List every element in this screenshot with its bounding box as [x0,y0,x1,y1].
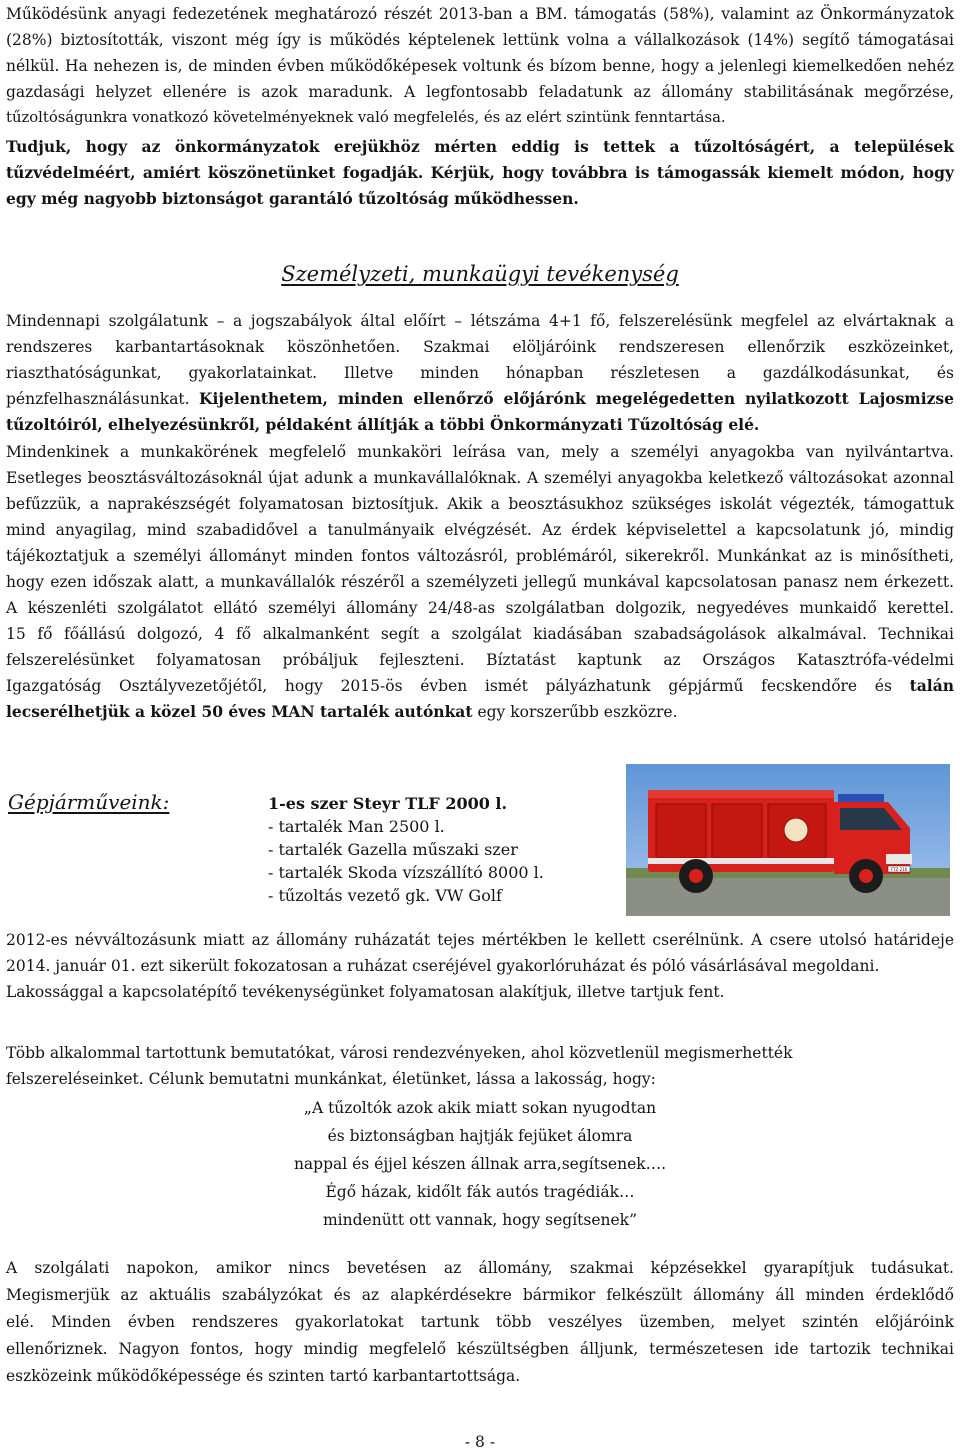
text-line: Tudjuk, hogy az önkormányzatok erejükhöz mérten eddig is tettek a tűzoltóságért, a települések [6,137,954,156]
text-fragment: egy korszerűbb eszközre. [472,703,678,721]
text-line: 2012-es névváltozásunk miatt az állomány ruházatát tejes mértékben le kellett cserélnünk. A csere utolsó határideje [6,931,954,949]
text-line: tűzoltóságunkra vonatkozó követelményeknek való megfelelés, és az elért szintünk fenntartása. [6,109,726,126]
text-line: elé. Minden évben rendszeres gyakorlatokat tartunk több veszélyes üzemben, melyet szintén előjáróink [6,1313,954,1331]
vehicle-item: - tartalék Man 2500 l. [268,817,445,836]
text-line: felszerelésünket folyamatosan próbáljuk fejleszteni. Bíztatást kaptunk az Országos Katasztrófa-védelmi [6,651,954,669]
vehicle-item: - tartalék Gazella műszaki szer [268,840,518,859]
vehicle-item: - tartalék Skoda vízszállító 8000 l. [268,863,544,882]
text-line: gazdasági helyzet ellenére is azok maradunk. A legfontosabb feladatunk az állomány stabilitásának megőrzése, [6,83,954,101]
text-line: hogy ezen időszak alatt, a munkavállalók részéről a személyzeti jellegű munkával kapcsolatosan panasz nem érkezett. [6,573,954,591]
poem-line: mindenütt ott vannak, hogy segítsenek” [322,1211,637,1229]
text-line: 2014. január 01. ezt sikerült fokozatosan a ruházat cseréjével gyakorlóruházat és póló vásárlásával megoldani. [6,957,880,975]
text-line [6,699,954,725]
page-number: - 8 - [464,1433,496,1451]
text-line [6,412,954,438]
text-line: Több alkalommal tartottunk bemutatókat, városi rendezvényeken, ahol közvetlenül megismerhették [6,1044,793,1062]
text-line: ellenőriznek. Nagyon fontos, hogy mindig megfelelő készültségben álljunk, természetesen ide tartozik technikai [6,1340,954,1358]
poem-line: Égő házak, kidőlt fák autós tragédiák… [325,1183,635,1201]
text-line: Lakossággal a kapcsolatépítő tevékenységünket folyamatosan alakítjuk, illetve tartjuk fent. [6,983,725,1001]
vehicles-list [268,792,544,907]
bold-statement: lecserélhetjük a közel 50 éves MAN tartalék autónkat [6,702,473,721]
text-line: Mindenkinek a munkakörének megfelelő munkaköri leírása van, mely a személyi anyagokba van nyilvántartva. [6,443,954,461]
text-line: Esetleges beosztásváltozásoknál újat adunk a munkavállalóknak. A személyi anyagokba keletkező változásokat azonnal [6,469,954,487]
text-line: tájékoztatjuk a személyi állományt minden fontos változásról, problémáról, sikerekről. Munkánkat az is minősítheti, [6,547,954,565]
text-line: A készenléti szolgálatot ellátó személyi állomány 24/48-as szolgálatban dolgozik, negyedéves munkaidő kerettel. [6,599,954,617]
paragraph-staff [6,439,954,725]
fire-truck-photo [626,764,950,916]
paragraph-demonstrations [6,1040,954,1092]
text-line: nélkül. Ha nehezen is, de minden évben működőképesek voltunk és bízom benne, hogy a jelenlegi kiemelkedően nehéz [6,57,954,75]
text-line: Megismerjük az aktuális szabályzókat és az alapkérdésekre bármikor felkészült állomány áll minden érdeklődő [6,1286,954,1304]
text-line: (28%) biztosították, viszont még így is működés képtelenek lettünk volna a vállalkozások (14%) segítő támogatásai [6,31,954,49]
paragraph-thanks [6,134,954,212]
text-line: Mindennapi szolgálatunk – a jogszabályok által előírt – létszáma 4+1 fő, felszerelésünk megfelel az elvártaknak a [6,312,954,330]
text-line: mind anyagilag, mind szabadidővel a tanulmányaik elvégzését. Az érdek képviselettel a kapcsolatunk jó, mindig [6,521,954,539]
paragraph-uniforms [6,927,954,1005]
paragraph-funding [6,1,954,131]
text-line: A szolgálati napokon, amikor nincs bevetésen az állomány, szakmai képzésekkel gyarapítjuk tudásukat. [6,1259,954,1277]
bold-statement: tűzoltóiról, elhelyezésünkről, példaként állítják a többi Önkormányzati Tűzoltóság elé. [6,415,760,434]
text-line: Működésünk anyagi fedezetének meghatározó részét 2013-ban a BM. támogatás (58%), valamint az Önkormányzatok [6,5,954,23]
bold-word: talán [909,676,955,695]
paragraph-training [6,1255,954,1390]
text-line: egy még nagyobb biztonságot garantáló tűzoltóság működhessen. [6,189,579,208]
poem-line: és biztonságban hajtják fejüket álomra [327,1127,633,1145]
text-line: eszközeink működőképessége és szinten tartó karbantartottsága. [6,1367,521,1385]
text-line: tűzvédelméért, amiért köszönetünket fogadják. Kérjük, hogy továbbra is támogassák kiemelt módon, hogy [6,163,954,182]
bold-statement: Kijelenthetem, minden ellenőrző előjárónk megelégedetten nyilatkozott Lajosmizse [199,389,954,408]
text-line: 15 fő főállású dolgozó, 4 fő alkalmanként segít a szolgálat kiadásában szabadságolások alkalmával. Technikai [6,625,954,643]
license-plate: FTZ-216 [890,867,908,872]
text-line: riaszthatóságunkat, gyakorlatainkat. Illetve minden hónapban részletesen a gazdálkodásunkat, és [6,364,954,382]
poem-line: „A tűzoltók azok akik miatt sokan nyugodtan [303,1099,657,1117]
poem-quote [0,1094,960,1234]
paragraph-service [6,308,954,438]
text-line [6,673,954,699]
vehicle-item: 1-es szer Steyr TLF 2000 l. [268,794,508,813]
vehicle-item: - tűzoltás vezető gk. VW Golf [268,886,502,905]
text-line: rendszeres karbantartásoknak köszönhetően. Szakmai elöljáróink rendszeresen ellenőrzik eszközeinket, [6,338,954,356]
poem-line: nappal és éjjel készen állnak arra,segítsenek…. [293,1155,667,1173]
section-heading: Személyzeti, munkaügyi tevékenység [281,262,679,286]
text-fragment: pénzfelhasználásunkat. [6,390,190,408]
text-fragment: Igazgatóság Osztályvezetőjétől, hogy 2015-ös évben ismét pályázhatunk gépjármű fecskendőre és [6,677,892,695]
text-line [6,386,954,412]
vehicles-title: Gépjárműveink: [8,790,170,814]
text-line: befűzzük, a naprakészségét folyamatosan biztosítjuk. Akik a beosztásukhoz szükséges iskolát végezték, támogattuk [6,495,954,513]
text-line: felszereléseinket. Célunk bemutatni munkánkat, életünket, lássa a lakosság, hogy: [6,1070,656,1088]
